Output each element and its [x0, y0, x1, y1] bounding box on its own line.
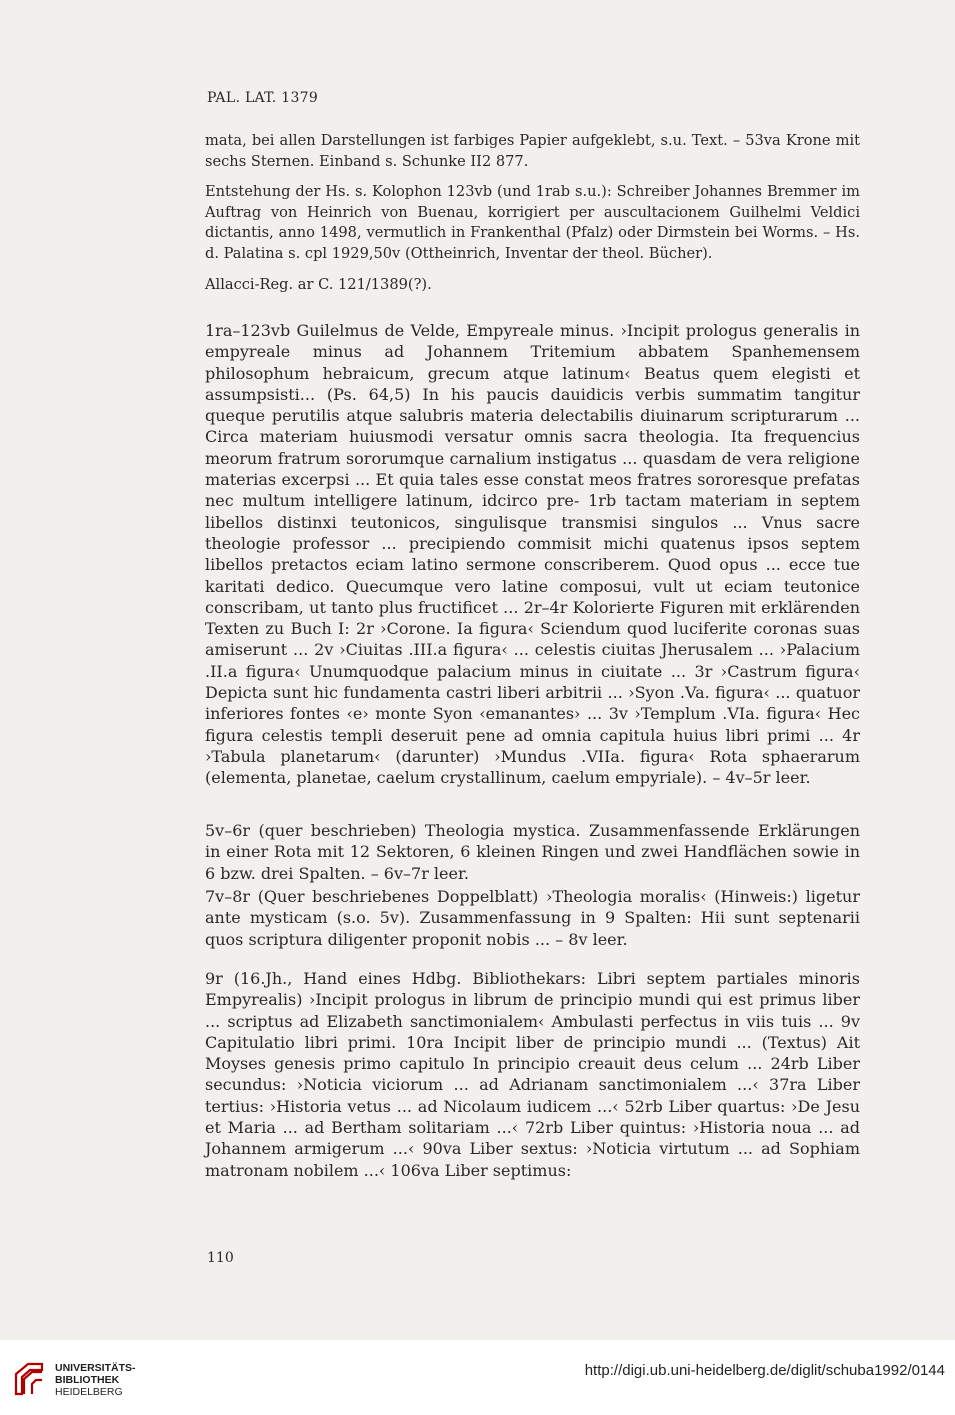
paragraph-origin: Entstehung der Hs. s. Kolophon 123vb (und 1rab s.u.): Schreiber Johannes Bremmer im Auftrag von Heinrich von Buenau, korrigiert per auscultacionem Guilhelmi Veldici dictantis, anno 1498, vermutlich in Frankenthal (Pfalz) oder Dirmstein bei Worms. – Hs. d. Palatina s. cpl 1929,50v (Ottheinrich, Inventar der theol. Bücher).	[205, 183, 860, 262]
paragraph-empyreale-minus: 1ra–123vb Guilelmus de Velde, Empyreale minus. ›Incipit prologus generalis in empyreale minus ad Johannem Tritemium abbatem Spanhemensem philosophum hebraicum, grecum atque latinum‹ Beatus quem elegisti et assumpsisti... (Ps. 64,5) In his paucis dauidicis verbis summatim tangitur queque perutilis atque salubris materia delectabilis diuinarum scripturarum ... Circa materiam huiusmodi versatur omnis sacra theologia. Ita frequencius meorum fratrum sororumque carnalium instigatus ... quasdam de vera religione materias excerpsi ... Et quia tales esse constat meos fratres sororesque prefatas nec multum intelligere latinum, idcirco pre- 1rb tactam materiam in septem libellos distinxi teutonicos, singulisque transmisi singulos ... Vnus sacre theologie professor ... precipiendo commisit michi quatenus ipsos septem libellos pretactos eciam latino sermone conscriberem. Quod opus ... ecce tue karitati dedico. Quecumque vero latine composui, vult ut eciam teutonice conscribam, ut tanto plus fructificet ... 2r–4r Kolorierte Figuren mit erklärenden Texten zu Buch I: 2r ›Corone. Ia figura‹ Sciendum quod luciferite coronas suas amiserunt ... 2v ›Ciuitas .III.a figura‹ ... celestis ciuitas Jherusalem ... ›Palacium .II.a figura‹ Unumquodque palacium minus in ciuitate ... 3r ›Castrum figura‹ Depicta sunt hic fundamenta castri liberi arbitrii ... ›Syon .Va. figura‹ ... quatuor inferiores fontes ‹e› monte Syon ‹emanantes› ... 3v ›Templum .VIa. figura‹ Hec figura celestis templi deseruit pene ad omnia capitula huius libri primi ... 4r ›Tabula planetarum‹ (darunter) ›Mundus .VIIa. figura‹ Rota sphaerarum (elementa, planetae, caelum crystallinum, caelum empyriale). – 4v–5r leer.	[205, 321, 860, 788]
paragraph-theologia-moralis: 7v–8r (Quer beschriebenes Doppelblatt) ›Theologia moralis‹ (Hinweis:) ligetur ante mysticam (s.o. 5v). Zusammenfassung in 9 Spalten: Hii sunt septenarii quos scriptura diligenter proponit nobis ... – 8v leer.	[205, 887, 860, 949]
running-head: PAL. LAT. 1379	[207, 90, 319, 106]
paragraph-physical-description: mata, bei allen Darstellungen ist farbiges Papier aufgeklebt, s.u. Text. – 53va Krone mit sechs Sternen. Einband s. Schunke II2 877.	[205, 132, 860, 170]
paragraph-allacci: Allacci-Reg. ar C. 121/1389(?).	[205, 276, 432, 293]
paragraph-theologia-mystica: 5v–6r (quer beschrieben) Theologia mystica. Zusammenfassende Erklärungen in einer Rota mit 12 Sektoren, 6 kleinen Ringen und zwei Handflächen sowie in 6 bzw. drei Spalten. – 6v–7r leer.	[205, 821, 860, 883]
library-logo-icon	[10, 1360, 48, 1403]
paragraph-libri-septem: 9r (16.Jh., Hand eines Hdbg. Bibliothekars: Libri septem partiales minoris Empyrealis) ›Incipit prologus in librum de principio mundi qui est primus liber ... scriptus ad Elizabeth sanctimonialem‹ Ambulasti perfectus in viis tuis ... 9v Capitulatio libri primi. 10ra Incipit liber de principio mundi ... (Textus) Ait Moyses genesis primo capitulo In principio creauit deus celum ... 24rb Liber secundus: ›Noticia viciorum ... ad Adrianam sanctimonialem ...‹ 37ra Liber tertius: ›Historia vetus ... ad Nicolaum iudicem ...‹ 52rb Liber quartus: ›De Jesu et Maria ... ad Bertham solitariam ...‹ 72rb Liber quintus: ›Historia noua ... ad Johannem armigerum ...‹ 90va Liber sextus: ›Noticia virtutum ... ad Sophiam matronam nobilem ...‹ 106va Liber septimus:	[205, 969, 860, 1180]
page-number: 110	[207, 1250, 234, 1266]
source-url-link[interactable]: http://digi.ub.uni-heidelberg.de/diglit/schuba1992/0144	[584, 1362, 945, 1379]
footer-bar	[0, 1340, 955, 1415]
library-name: UNIVERSITÄTS- BIBLIOTHEK HEIDELBERG	[55, 1362, 136, 1398]
